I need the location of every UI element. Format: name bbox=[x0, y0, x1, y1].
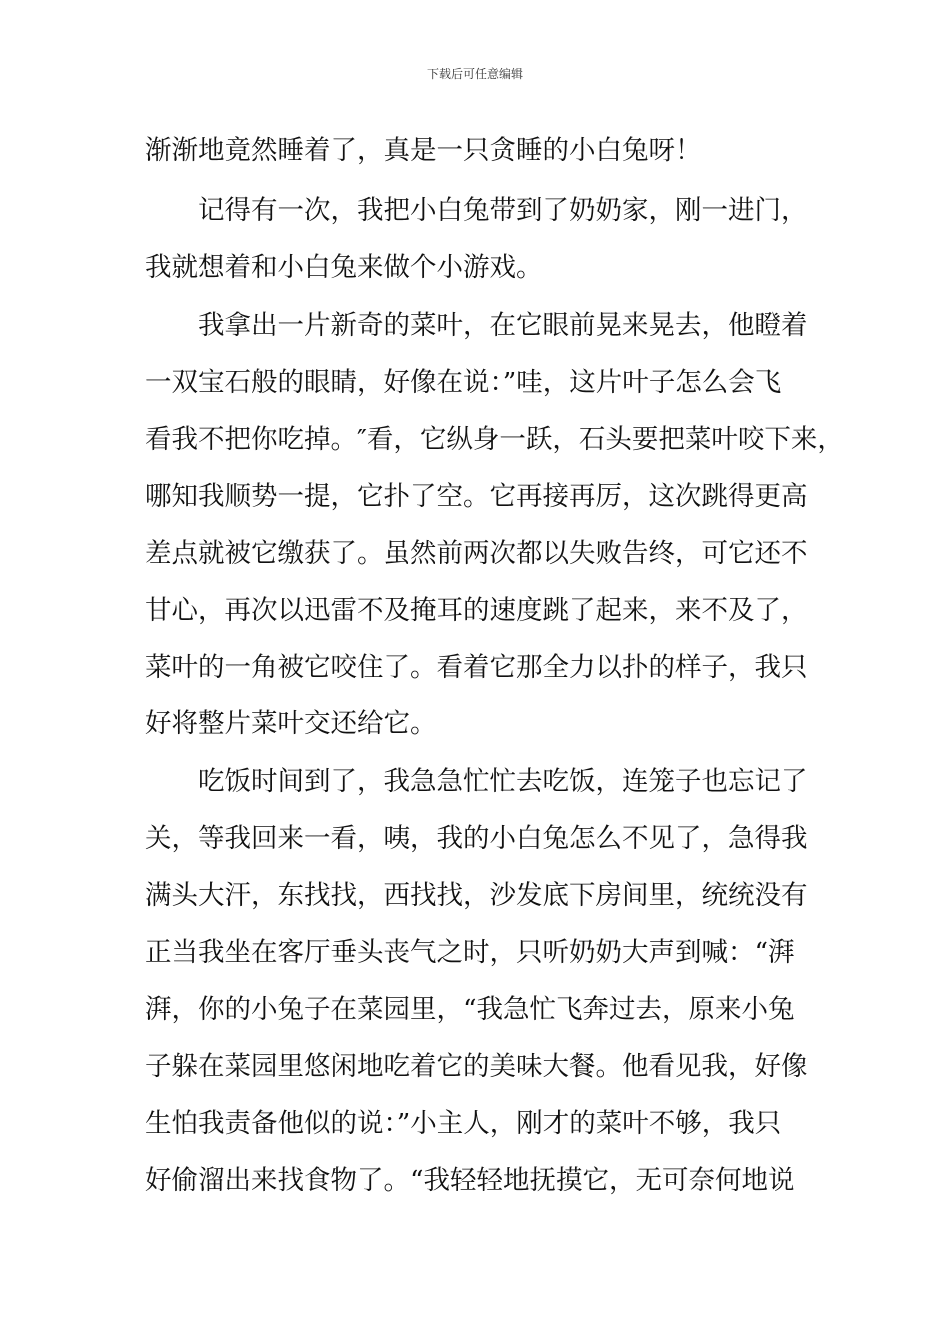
text-line: 渐渐地竟然睡着了，真是一只贪睡的小白兔呀！ bbox=[145, 135, 702, 166]
text-line: 看我不把你吃掉。″看，它纵身一跃，石头要把菜叶咬下来， bbox=[145, 424, 844, 455]
paragraph-start-line: 我拿出一片新奇的菜叶，在它眼前晃来晃去，他瞪着 bbox=[198, 310, 808, 341]
text-line: 一双宝石般的眼睛，好像在说：”哇，这片叶子怎么会飞 bbox=[145, 367, 782, 398]
text-line: 差点就被它缴获了。虽然前两次都以失败告终，可它还不 bbox=[145, 538, 808, 569]
text-line: 关，等我回来一看，咦，我的小白兔怎么不见了，急得我 bbox=[145, 823, 808, 854]
paragraph-start-line: 记得有一次，我把小白兔带到了奶奶家，刚一进门， bbox=[198, 195, 808, 226]
page-header: 下载后可任意编辑 bbox=[426, 67, 523, 81]
text-line: 湃，你的小兔子在菜园里，“我急忙飞奔过去，原来小兔 bbox=[145, 994, 795, 1025]
text-line: 甘心，再次以迅雷不及掩耳的速度跳了起来，来不及了， bbox=[145, 595, 808, 626]
text-line: 子躲在菜园里悠闲地吃着它的美味大餐。他看见我，好像 bbox=[145, 1051, 808, 1082]
text-line: 哪知我顺势一提，它扑了空。它再接再厉，这次跳得更高 bbox=[145, 481, 808, 512]
text-line: 正当我坐在客厅垂头丧气之时，只听奶奶大声到喊：“湃 bbox=[145, 937, 795, 968]
text-line: 生怕我责备他似的说：”小主人，刚才的菜叶不够，我只 bbox=[145, 1108, 782, 1139]
text-line: 菜叶的一角被它咬住了。看着它那全力以扑的样子，我只 bbox=[145, 652, 808, 683]
text-line: 满头大汗，东找找，西找找，沙发底下房间里，统统没有 bbox=[145, 880, 808, 911]
text-line: 好偷溜出来找食物了。“我轻轻地抚摸它，无可奈何地说 bbox=[145, 1165, 795, 1196]
text-line: 好将整片菜叶交还给它。 bbox=[145, 708, 437, 739]
text-line: 我就想着和小白兔来做个小游戏。 bbox=[145, 252, 543, 283]
paragraph-start-line: 吃饭时间到了，我急急忙忙去吃饭，连笼子也忘记了 bbox=[198, 766, 808, 797]
